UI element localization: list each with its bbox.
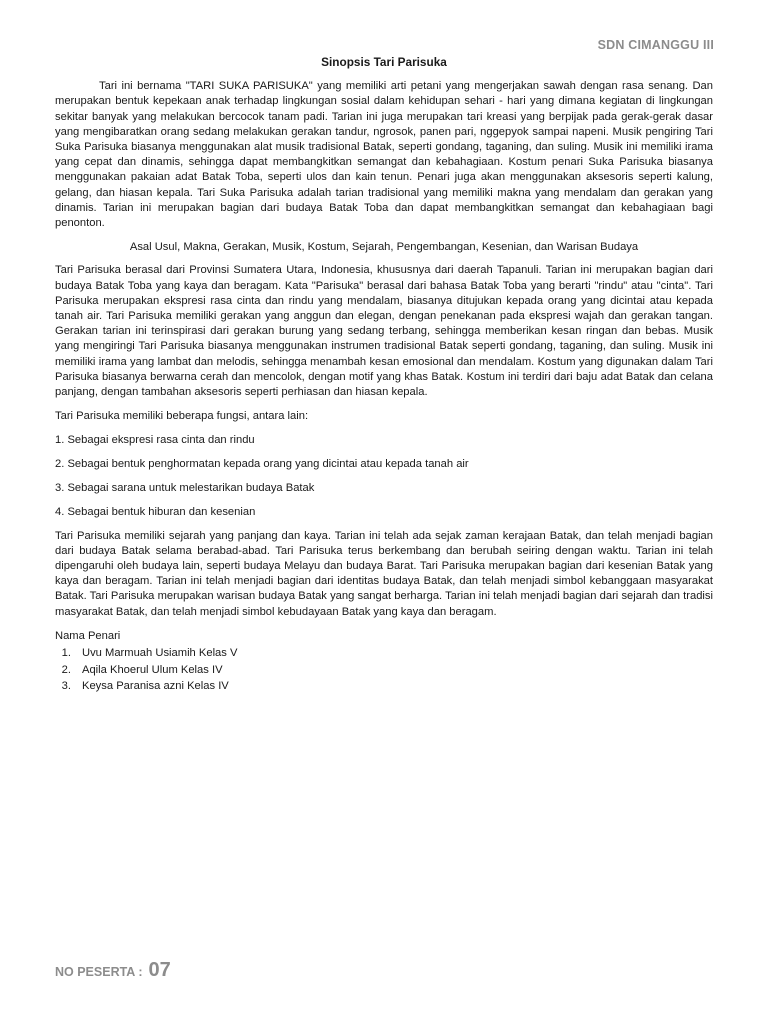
function-item: 4. Sebagai bentuk hiburan dan kesenian: [55, 505, 256, 518]
dancer-item: [55, 678, 713, 695]
dancer-number: 1.: [61, 647, 71, 660]
participant-number-label: NO PESERTA :: [55, 965, 143, 979]
document-body: [55, 55, 713, 695]
origin-paragraph: Tari Parisuka berasal dari Provinsi Sumatera Utara, Indonesia, khususnya dari daerah Tapanuli. Tarian ini merupakan bagian dari budaya Batak Toba yang kaya dan beragam. Kata "Parisuka" berasal dari bahasa Batak Toba yang berarti "rindu" atau "cinta". Tari Parisuka merupakan ekspresi rasa cinta dan rindu yang mendalam, biasanya ditujukan kepada orang yang dicintai atau kepada tanah air. Tari Parisuka memiliki gerakan yang anggun dan elegan, dengan penekanan pada ekspresi wajah dan gerakan tangan. Gerakan tarian ini terinspirasi dari gerakan burung yang sedang terbang, sehingga memberikan kesan ringan dan bebas. Musik yang mengiringi Tari Parisuka biasanya menggunakan instrumen tradisional Batak seperti gondang, taganing, dan suling. Musik ini memiliki irama yang lambat dan melodis, sehingga menambah kesan emosional dan mendalam. Kostum yang digunakan dalam Tari Parisuka biasanya berwarna cerah dan mencolok, dengan motif yang khas Batak. Kostum ini terdiri dari baju adat Batak dan celana panjang, dengan tambahan aksesoris seperti perhiasan dan hiasan kepala.: [55, 264, 713, 399]
dancer-item: [55, 662, 713, 679]
functions-intro: Tari Parisuka memiliki beberapa fungsi, antara lain:: [55, 410, 309, 423]
dancers-list: [55, 645, 713, 695]
section-subheading: Asal Usul, Makna, Gerakan, Musik, Kostum, Sejarah, Pengembangan, Kesenian, dan Warisan Budaya: [129, 241, 639, 254]
history-paragraph: Tari Parisuka memiliki sejarah yang panjang dan kaya. Tarian ini telah ada sejak zaman kerajaan Batak, dan telah menjadi bagian dari budaya Batak selama berabad-abad. Tari Parisuka terus berkembang dan berubah seiring dengan waktu. Tarian ini telah dipengaruhi oleh budaya lain, seperti budaya Melayu dan budaya Barat. Tari Parisuka merupakan bagian dari kesenian Batak yang kaya dan beragam. Tarian ini telah menjadi bagian dari identitas budaya Batak, dan telah menjadi simbol kebanggaan masyarakat Batak. Tari Parisuka merupakan warisan budaya Batak yang sangat berharga. Tarian ini telah menjadi bagian dari sejarah dan tradisi masyarakat Batak, dan telah menjadi simbol kebudayaan Batak yang kaya dan beragam.: [55, 529, 713, 618]
dancers-label: Nama Penari: [55, 629, 121, 642]
function-item: 2. Sebagai bentuk penghormatan kepada orang yang dicintai atau kepada tanah air: [55, 458, 469, 471]
document-title: Sinopsis Tari Parisuka: [321, 55, 447, 69]
dancer-number: 3.: [61, 680, 71, 693]
participant-number: [55, 959, 171, 982]
function-item: 1. Sebagai ekspresi rasa cinta dan rindu: [55, 434, 255, 447]
function-item: 3. Sebagai sarana untuk melestarikan budaya Batak: [55, 482, 315, 495]
dancer-name: Keysa Paranisa azni Kelas IV: [82, 680, 229, 693]
dancer-name: Uvu Marmuah Usiamih Kelas V: [82, 647, 238, 660]
dancer-number: 2.: [61, 663, 71, 676]
dancer-name: Aqila Khoerul Ulum Kelas IV: [82, 663, 223, 676]
school-header: SDN CIMANGGU III: [597, 38, 714, 52]
dancer-item: [55, 645, 713, 662]
intro-paragraph: Tari ini bernama "TARI SUKA PARISUKA" yang memiliki arti petani yang mengerjakan sawah dengan rasa senang. Dan merupakan bentuk kepekaan anak terhadap lingkungan sosial dalam kehidupan sehari - hari yang dimana kegiatan di lingkungan sekitar banyak yang melakukan bercocok tanam padi. Tarian ini juga merupakan tari kreasi yang berpijak pada gerak-gerak dasar yang mengibaratkan orang sedang melakukan gerakan tandur, ngrosok, panen pari, nggepyok sampai napeni. Musik pengiring Tari Suka Parisuka biasanya menggunakan alat musik tradisional Batak, seperti gondang, taganing, dan suling. Musik ini memiliki irama yang cepat dan dinamis, sehingga dapat membangkitkan semangat dan kebahagiaan. Kostum penari Suka Parisuka biasanya menggunakan pakaian adat Batak Toba, seperti ulos dan kain tenun. Penari juga akan menggunakan aksesoris seperti kalung, gelang, dan hiasan kepala. Tari Suka Parisuka adalah tarian tradisional yang memiliki makna yang mendalam dan gerakan yang dinamis. Tarian ini merupakan bagian dari budaya Batak Toba dan dapat membangkitkan semangat dan kebahagiaan bagi penonton.: [55, 80, 713, 230]
participant-number-value: 07: [148, 959, 171, 981]
